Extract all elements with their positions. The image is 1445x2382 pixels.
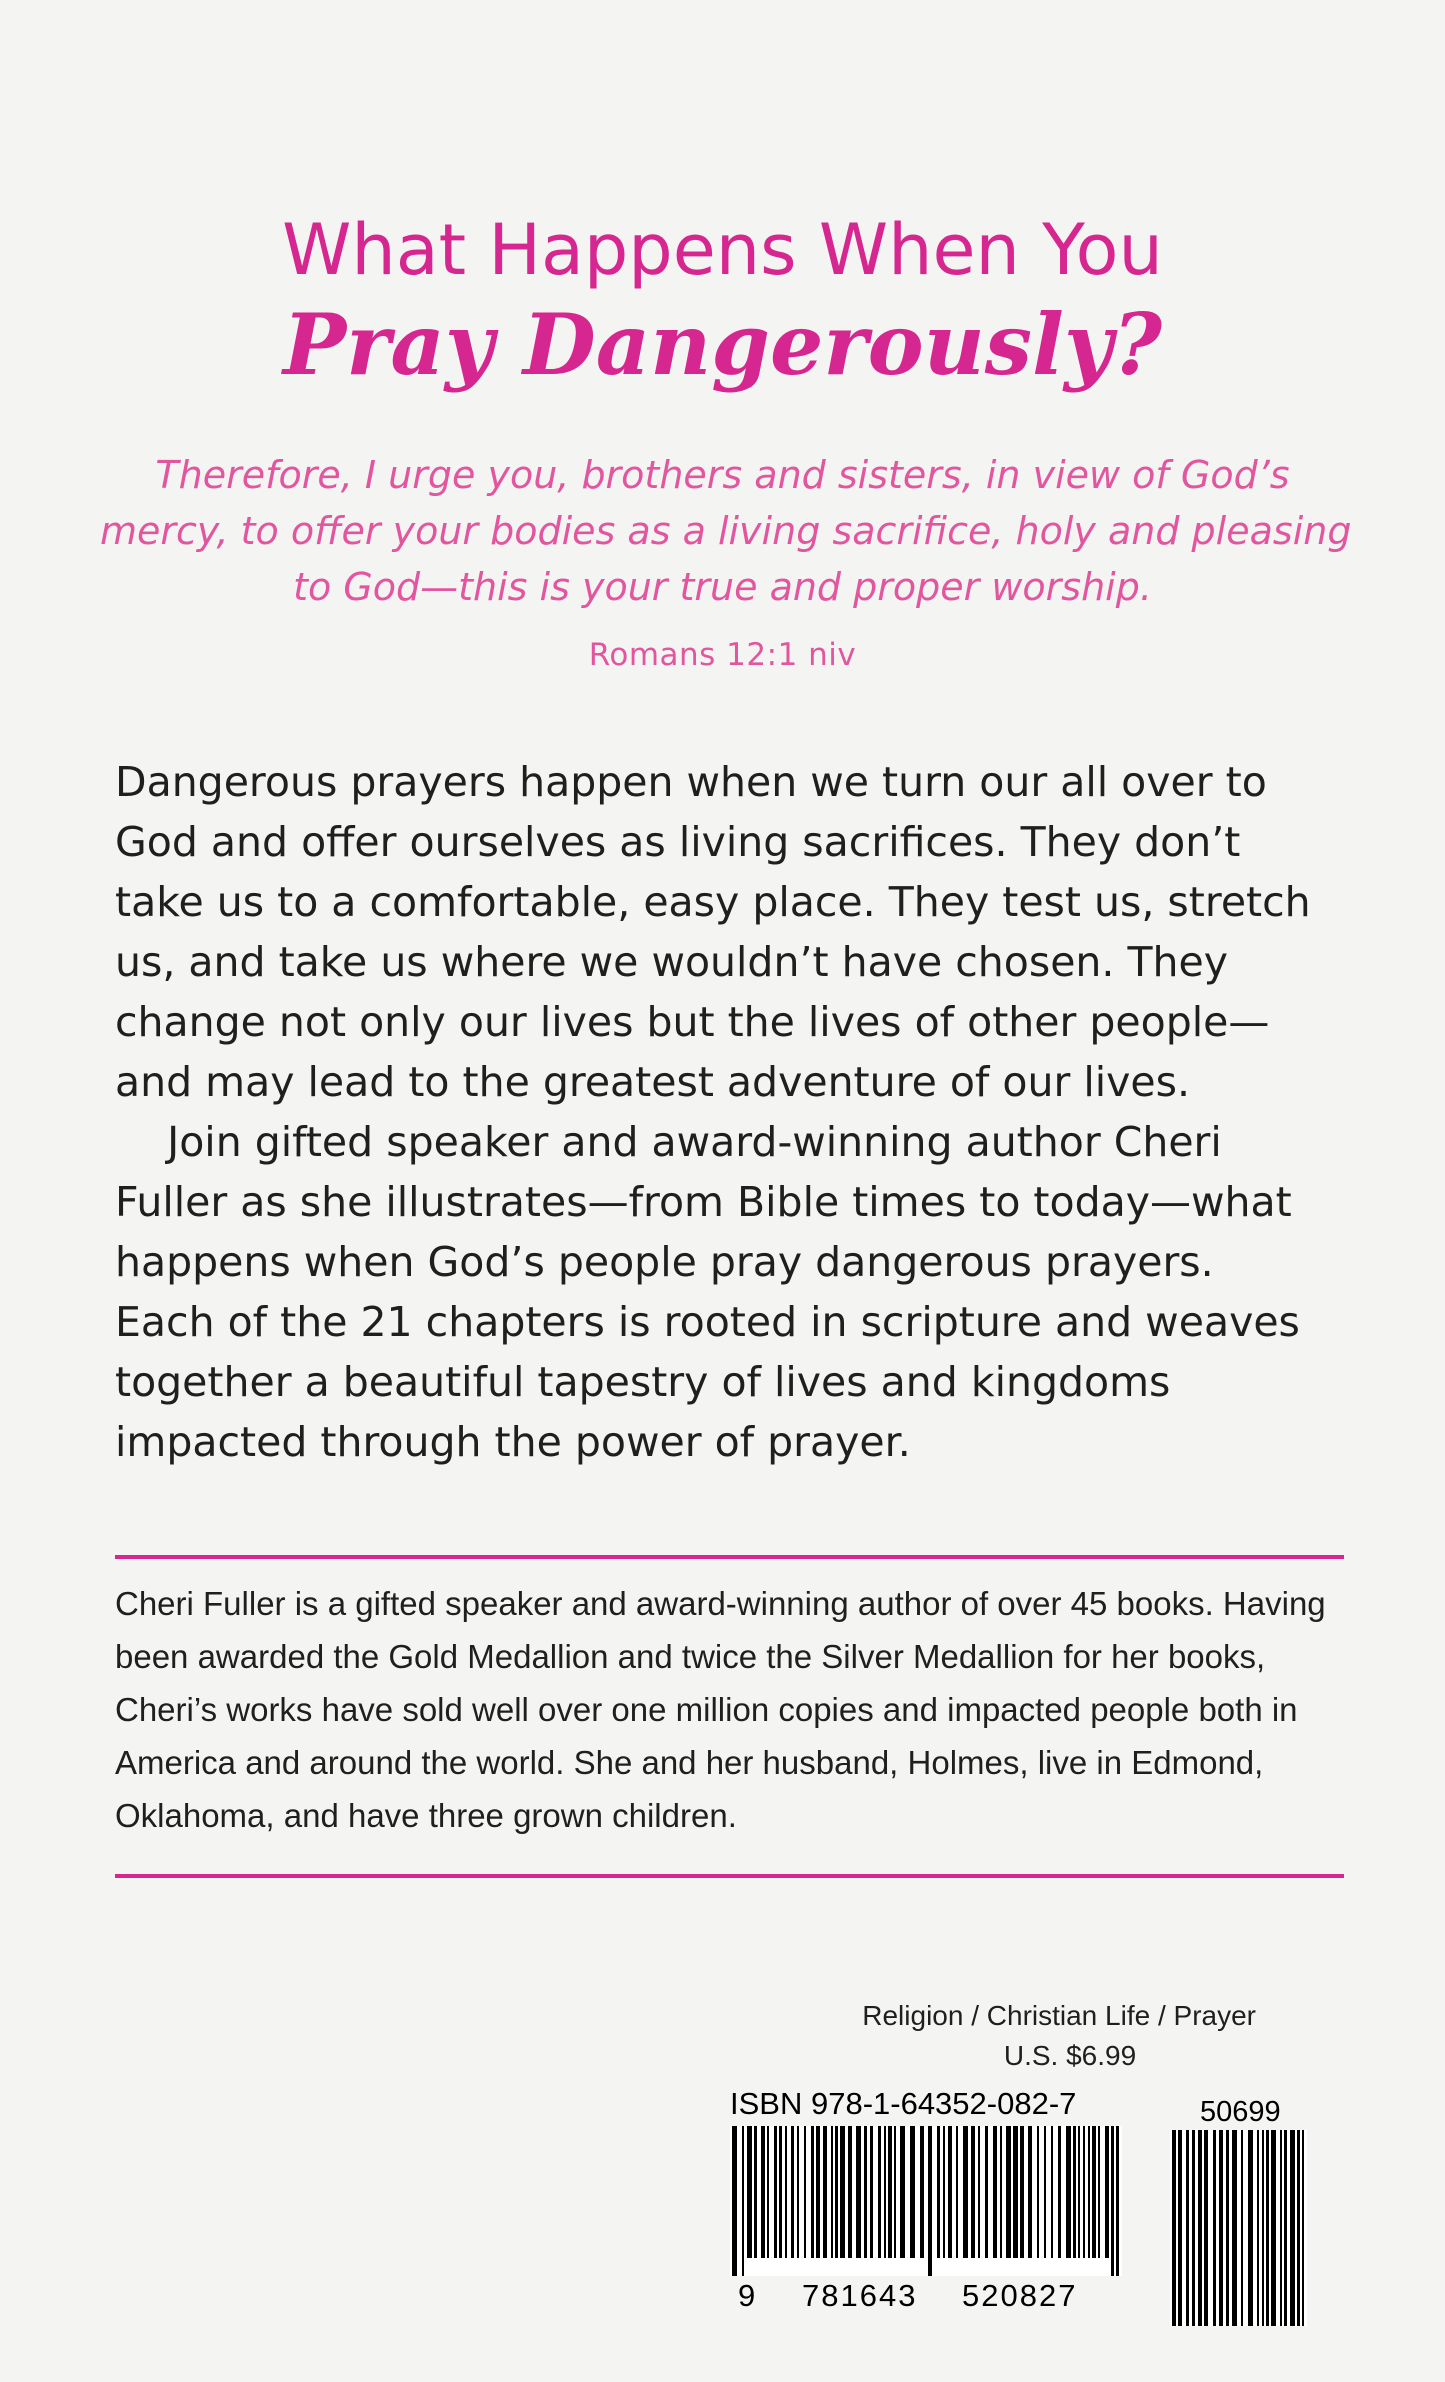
barcode-bar bbox=[797, 2126, 799, 2258]
barcode-bar bbox=[978, 2126, 980, 2258]
scripture-line: to God—this is your true and proper worship. bbox=[293, 565, 1152, 609]
barcode-first-digit: 9 bbox=[738, 2278, 756, 2313]
book-description bbox=[115, 752, 1355, 1472]
barcode-bar bbox=[1226, 2130, 1229, 2326]
title-line-2: Pray Dangerously? bbox=[282, 295, 1162, 394]
description-line: Each of the 21 chapters is rooted in scripture and weaves bbox=[115, 1298, 1300, 1346]
barcode-bar bbox=[943, 2126, 945, 2258]
barcode-bar bbox=[928, 2126, 932, 2276]
barcode-bar bbox=[1044, 2126, 1046, 2258]
barcode-bar bbox=[754, 2126, 757, 2258]
addon-barcode-bars bbox=[1170, 2130, 1307, 2326]
description-line: happens when God’s people pray dangerous prayers. bbox=[115, 1238, 1214, 1286]
barcode-bar bbox=[804, 2126, 806, 2258]
price-addon-number: 50699 bbox=[1200, 2096, 1281, 2128]
barcode-bar bbox=[878, 2126, 881, 2258]
description-line: us, and take us where we wouldn’t have chosen. They bbox=[115, 938, 1228, 986]
bio-line: Cheri’s works have sold well over one million copies and impacted people both in bbox=[115, 1691, 1298, 1728]
barcode-bar bbox=[1219, 2130, 1223, 2326]
barcode-bar bbox=[1105, 2126, 1109, 2258]
divider-bottom bbox=[115, 1874, 1344, 1878]
scripture-reference: Romans 12:1 niv bbox=[588, 637, 857, 673]
scripture-line: Therefore, I urge you, brothers and sisters, in view of God’s bbox=[155, 453, 1290, 497]
barcode-bar bbox=[1028, 2126, 1032, 2258]
barcode-bar bbox=[1051, 2126, 1053, 2258]
author-bio bbox=[115, 1577, 1355, 1842]
barcode-bar bbox=[920, 2126, 924, 2258]
barcode-bar bbox=[888, 2126, 892, 2258]
barcode-digits bbox=[706, 2278, 1146, 2318]
barcode-bar bbox=[761, 2126, 765, 2258]
barcode-bar bbox=[993, 2126, 997, 2258]
barcode-bar bbox=[1290, 2130, 1295, 2326]
barcode-bar bbox=[1280, 2130, 1282, 2326]
description-line: Dangerous prayers happen when we turn our all over to bbox=[115, 758, 1267, 806]
description-line: Fuller as she illustrates—from Bible times to today—what bbox=[115, 1178, 1292, 1226]
barcode-bar bbox=[1058, 2126, 1061, 2258]
barcode-left-digits: 781643 bbox=[802, 2278, 918, 2313]
barcode-bar bbox=[1172, 2130, 1176, 2326]
barcode-bar bbox=[1262, 2130, 1264, 2326]
barcode-bar bbox=[767, 2126, 769, 2258]
category-label: Religion / Christian Life / Prayer bbox=[862, 2000, 1256, 2031]
price-barcode bbox=[1170, 2130, 1307, 2326]
barcode-bar bbox=[1302, 2130, 1304, 2326]
barcode-bar bbox=[1297, 2130, 1300, 2326]
barcode-bar bbox=[894, 2126, 896, 2258]
barcode-bar bbox=[963, 2126, 968, 2258]
barcode-bar bbox=[884, 2126, 886, 2258]
barcode-bar bbox=[1000, 2126, 1002, 2258]
barcode-bar bbox=[1020, 2126, 1024, 2258]
barcode-bar bbox=[1198, 2130, 1202, 2326]
description-line: change not only our lives but the lives of other people— bbox=[115, 998, 1270, 1046]
barcode-bar bbox=[747, 2126, 752, 2258]
description-line: together a beautiful tapestry of lives and kingdoms bbox=[115, 1358, 1171, 1406]
barcode-bar bbox=[811, 2126, 814, 2258]
isbn-label: ISBN 978-1-64352-082-7 bbox=[730, 2086, 1077, 2121]
description-line: take us to a comfortable, easy place. They test us, stretch bbox=[115, 878, 1311, 926]
bio-line: Cheri Fuller is a gifted speaker and award-winning author of over 45 books. Having bbox=[115, 1585, 1326, 1622]
barcode-bar bbox=[774, 2126, 777, 2258]
barcode-bar bbox=[1257, 2130, 1259, 2326]
divider-top bbox=[115, 1555, 1344, 1559]
barcode-bar bbox=[785, 2126, 787, 2258]
barcode-bar bbox=[1266, 2130, 1269, 2326]
description-line: Join gifted speaker and award-winning author Cheri bbox=[115, 1118, 1222, 1166]
barcode-bar bbox=[971, 2126, 975, 2258]
isbn-barcode bbox=[730, 2126, 1122, 2276]
barcode-bar bbox=[1178, 2130, 1182, 2326]
barcode-bar bbox=[848, 2126, 852, 2258]
barcode-bar bbox=[1092, 2126, 1096, 2258]
barcode-bar bbox=[1116, 2126, 1119, 2276]
barcode-bar bbox=[840, 2126, 845, 2258]
barcode-right-digits: 520827 bbox=[962, 2278, 1078, 2313]
barcode-bar bbox=[870, 2126, 873, 2258]
barcode-bar bbox=[831, 2126, 833, 2258]
barcode-bar bbox=[1241, 2130, 1243, 2326]
barcode-bar bbox=[948, 2126, 952, 2258]
barcode-bar bbox=[732, 2126, 737, 2276]
barcode-bar bbox=[1111, 2126, 1114, 2276]
barcode-bar bbox=[937, 2126, 940, 2258]
price-label: U.S. $6.99 bbox=[1003, 2040, 1137, 2071]
barcode-bar bbox=[956, 2126, 958, 2258]
barcode-bar bbox=[823, 2126, 827, 2258]
barcode-bar bbox=[985, 2126, 988, 2258]
barcode-bar bbox=[791, 2126, 794, 2258]
description-line: and may lead to the greatest adventure of our lives. bbox=[115, 1058, 1191, 1106]
barcode-bar bbox=[742, 2126, 744, 2276]
barcode-bar bbox=[900, 2126, 905, 2258]
title-line-1: What Happens When You bbox=[282, 209, 1163, 291]
barcode-bar bbox=[816, 2126, 820, 2258]
barcode-bar bbox=[1066, 2126, 1071, 2258]
description-line: God and offer ourselves as living sacrifices. They don’t bbox=[115, 818, 1241, 866]
barcode-bar bbox=[1213, 2130, 1216, 2326]
barcode-bar bbox=[910, 2126, 915, 2258]
barcode-bar bbox=[1073, 2126, 1076, 2258]
barcode-bar bbox=[1248, 2130, 1253, 2326]
barcode-bar bbox=[864, 2126, 867, 2258]
scripture-line: mercy, to offer your bodies as a living sacrifice, holy and pleasing bbox=[100, 509, 1352, 553]
barcode-bar bbox=[856, 2126, 861, 2258]
barcode-bar bbox=[1098, 2126, 1100, 2258]
barcode-bar bbox=[1284, 2130, 1287, 2326]
bio-line: America and around the world. She and her husband, Holmes, live in Edmond, bbox=[115, 1744, 1264, 1781]
barcode-bar bbox=[1088, 2126, 1090, 2258]
barcode-bar bbox=[779, 2126, 782, 2258]
barcode-bar bbox=[1037, 2126, 1039, 2258]
barcode-bar bbox=[1271, 2130, 1276, 2326]
description-line: impacted through the power of prayer. bbox=[115, 1418, 911, 1466]
scripture-quote bbox=[100, 447, 1352, 615]
barcode-bar bbox=[1013, 2126, 1018, 2258]
barcode-bar bbox=[1186, 2130, 1189, 2326]
barcode-bars bbox=[730, 2126, 1122, 2276]
barcode-bar bbox=[835, 2126, 838, 2258]
barcode-bar bbox=[1078, 2126, 1080, 2258]
barcode-bar bbox=[1204, 2130, 1208, 2326]
bio-line: been awarded the Gold Medallion and twice the Silver Medallion for her books, bbox=[115, 1638, 1266, 1675]
barcode-bar bbox=[1006, 2126, 1011, 2258]
barcode-bar bbox=[1083, 2126, 1085, 2258]
barcode-bar bbox=[1192, 2130, 1195, 2326]
barcode-bar bbox=[1232, 2130, 1237, 2326]
bio-line: Oklahoma, and have three grown children. bbox=[115, 1797, 737, 1834]
